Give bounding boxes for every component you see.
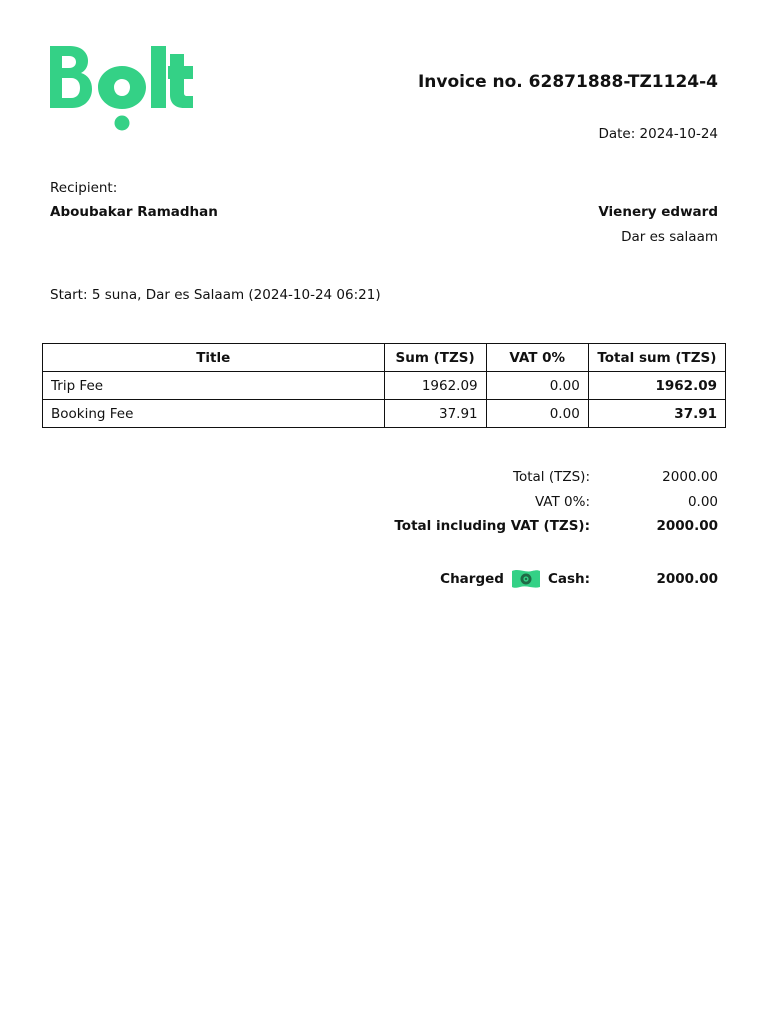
row-total: 37.91 — [588, 400, 725, 428]
charged-value: 2000.00 — [656, 571, 718, 587]
payment-method-label: Cash: — [547, 571, 590, 587]
charged-label: Charged — [440, 571, 504, 587]
total-label: Total (TZS): — [513, 469, 590, 485]
invoice-number: Invoice no. 62871888-TZ1124-4 — [417, 72, 718, 92]
col-header-title: Title — [43, 344, 385, 372]
total-incl-vat-value: 2000.00 — [656, 518, 718, 534]
row-title: Booking Fee — [43, 400, 385, 428]
recipient-name: Aboubakar Ramadhan — [50, 204, 218, 220]
col-header-sum: Sum (TZS) — [384, 344, 486, 372]
recipient-label: Recipient: — [50, 180, 118, 196]
issuer-name: Vienery edward — [598, 204, 718, 220]
fee-table — [42, 343, 726, 428]
trip-start: Start: 5 suna, Dar es Salaam (2024-10-24 06:21) — [50, 287, 381, 303]
vat-label: VAT 0%: — [534, 494, 590, 510]
bolt-logo — [48, 44, 194, 132]
cash-icon — [511, 568, 541, 590]
table-row — [43, 372, 726, 400]
table-row — [43, 400, 726, 428]
total-value: 2000.00 — [662, 469, 718, 485]
row-title: Trip Fee — [43, 372, 385, 400]
table-header-row — [43, 344, 726, 372]
total-incl-vat-label: Total including VAT (TZS): — [394, 518, 590, 534]
row-vat: 0.00 — [486, 372, 588, 400]
issuer-city: Dar es salaam — [621, 229, 718, 245]
row-vat: 0.00 — [486, 400, 588, 428]
row-sum: 37.91 — [384, 400, 486, 428]
vat-value: 0.00 — [687, 494, 718, 510]
payment-method-row — [440, 568, 590, 590]
row-total: 1962.09 — [588, 372, 725, 400]
col-header-total: Total sum (TZS) — [588, 344, 725, 372]
col-header-vat: VAT 0% — [486, 344, 588, 372]
invoice-date: Date: 2024-10-24 — [598, 126, 718, 142]
row-sum: 1962.09 — [384, 372, 486, 400]
